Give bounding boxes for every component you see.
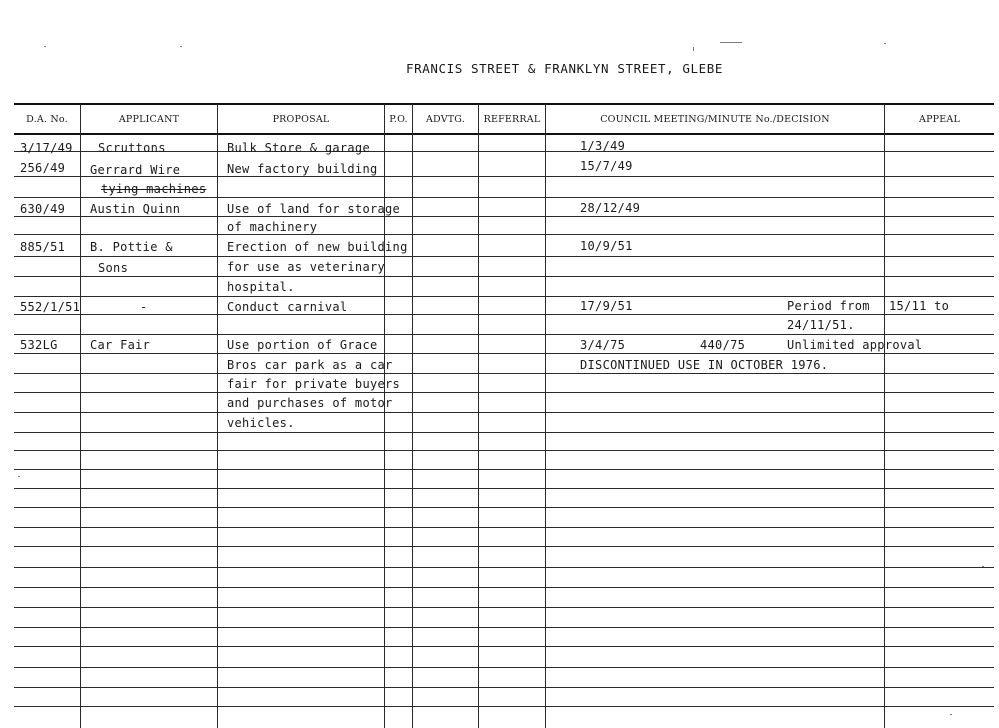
header-applicant: APPLICANT: [118, 114, 180, 125]
header-po: P.O.: [389, 114, 408, 125]
row-rule: [14, 567, 994, 568]
row-rule: [14, 469, 994, 470]
row-rule: [14, 234, 994, 235]
scan-mark: [884, 43, 886, 44]
scan-mark: [44, 46, 46, 47]
applicant: Scruttons: [98, 141, 166, 155]
proposal: Bulk Store & garage: [227, 141, 370, 155]
proposal: of machinery: [227, 220, 318, 234]
scan-mark: [982, 566, 984, 567]
proposal: fair for private buyers: [227, 377, 401, 391]
row-rule: [14, 296, 994, 297]
council-meeting-date: 10/9/51: [580, 239, 633, 253]
row-rule: [14, 646, 994, 647]
row-rule: [14, 334, 994, 335]
header-da-no: D.A. No.: [26, 114, 68, 125]
row-rule: [14, 667, 994, 668]
da-number: 885/51: [20, 240, 66, 254]
applicant: Sons: [98, 261, 129, 275]
row-rule: [14, 412, 994, 413]
row-rule: [14, 627, 994, 628]
da-number: 630/49: [20, 202, 66, 216]
applicant: B. Pottie &: [90, 240, 173, 254]
applicant: Car Fair: [90, 338, 151, 352]
row-rule: [14, 587, 994, 588]
row-rule: [14, 432, 994, 433]
row-rule: [14, 507, 994, 508]
row-rule: [14, 706, 994, 707]
applicant: Gerrard Wire: [90, 163, 181, 177]
proposal: Use of land for storage: [227, 202, 401, 216]
column-rule: [884, 104, 885, 728]
proposal: Use portion of Grace: [227, 338, 378, 352]
proposal: for use as veterinary: [227, 260, 386, 274]
scan-mark: [180, 46, 182, 47]
da-number: 532LG: [20, 338, 58, 352]
header-proposal: PROPOSAL: [272, 114, 330, 125]
row-rule: [14, 687, 994, 688]
row-rule: [14, 314, 994, 315]
column-rule: [545, 104, 546, 728]
row-rule: [14, 197, 994, 198]
column-rule: [412, 104, 413, 728]
table-top-rule: [14, 103, 994, 105]
council-meeting-date: 3/4/75: [580, 338, 626, 352]
council-meeting-date: 17/9/51: [580, 299, 633, 313]
row-rule: [14, 392, 994, 393]
column-rule: [384, 104, 385, 728]
row-rule: [14, 607, 994, 608]
decision: 24/11/51.: [787, 318, 855, 332]
minute-number: 440/75: [700, 338, 746, 352]
proposal: and purchases of motor: [227, 396, 393, 410]
document-title: FRANCIS STREET & FRANKLYN STREET, GLEBE: [406, 61, 723, 76]
proposal: Bros car park as a car: [227, 358, 393, 372]
row-rule: [14, 256, 994, 257]
row-rule: [14, 373, 994, 374]
decision-note: DISCONTINUED USE IN OCTOBER 1976.: [580, 358, 829, 372]
scan-mark: [18, 476, 20, 477]
header-referral: REFERRAL: [483, 114, 541, 125]
council-meeting-date: 15/7/49: [580, 159, 633, 173]
scan-mark: [720, 42, 742, 43]
applicant: Austin Quinn: [90, 202, 181, 216]
appeal: 15/11 to: [889, 299, 950, 313]
row-rule: [14, 546, 994, 547]
decision: Period from: [787, 299, 870, 313]
decision: Unlimited approval: [787, 338, 923, 352]
proposal: Conduct carnival: [227, 300, 348, 314]
column-rule: [217, 104, 218, 728]
header-advtg: ADVTG.: [426, 114, 465, 125]
council-meeting-date: 1/3/49: [580, 139, 626, 153]
header-council-decision: COUNCIL MEETING/MINUTE No./DECISION: [600, 114, 830, 125]
header-appeal: APPEAL: [919, 114, 960, 125]
column-rule: [478, 104, 479, 728]
header-bottom-rule: [14, 133, 994, 135]
row-rule: [14, 216, 994, 217]
da-number: 3/17/49: [20, 141, 73, 155]
column-rule: [80, 104, 81, 728]
da-number: 256/49: [20, 161, 66, 175]
proposal: Erection of new building: [227, 240, 408, 254]
row-rule: [14, 450, 994, 451]
scan-mark: [693, 47, 694, 51]
row-rule: [14, 353, 994, 354]
proposal: hospital.: [227, 280, 295, 294]
applicant: -: [140, 300, 148, 314]
applicant: tying machines: [101, 182, 207, 196]
scan-mark: [950, 714, 952, 715]
row-rule: [14, 488, 994, 489]
row-rule: [14, 527, 994, 528]
proposal: New factory building: [227, 162, 378, 176]
da-number: 552/1/51: [20, 300, 81, 314]
row-rule: [14, 276, 994, 277]
proposal: vehicles.: [227, 416, 295, 430]
council-meeting-date: 28/12/49: [580, 201, 641, 215]
